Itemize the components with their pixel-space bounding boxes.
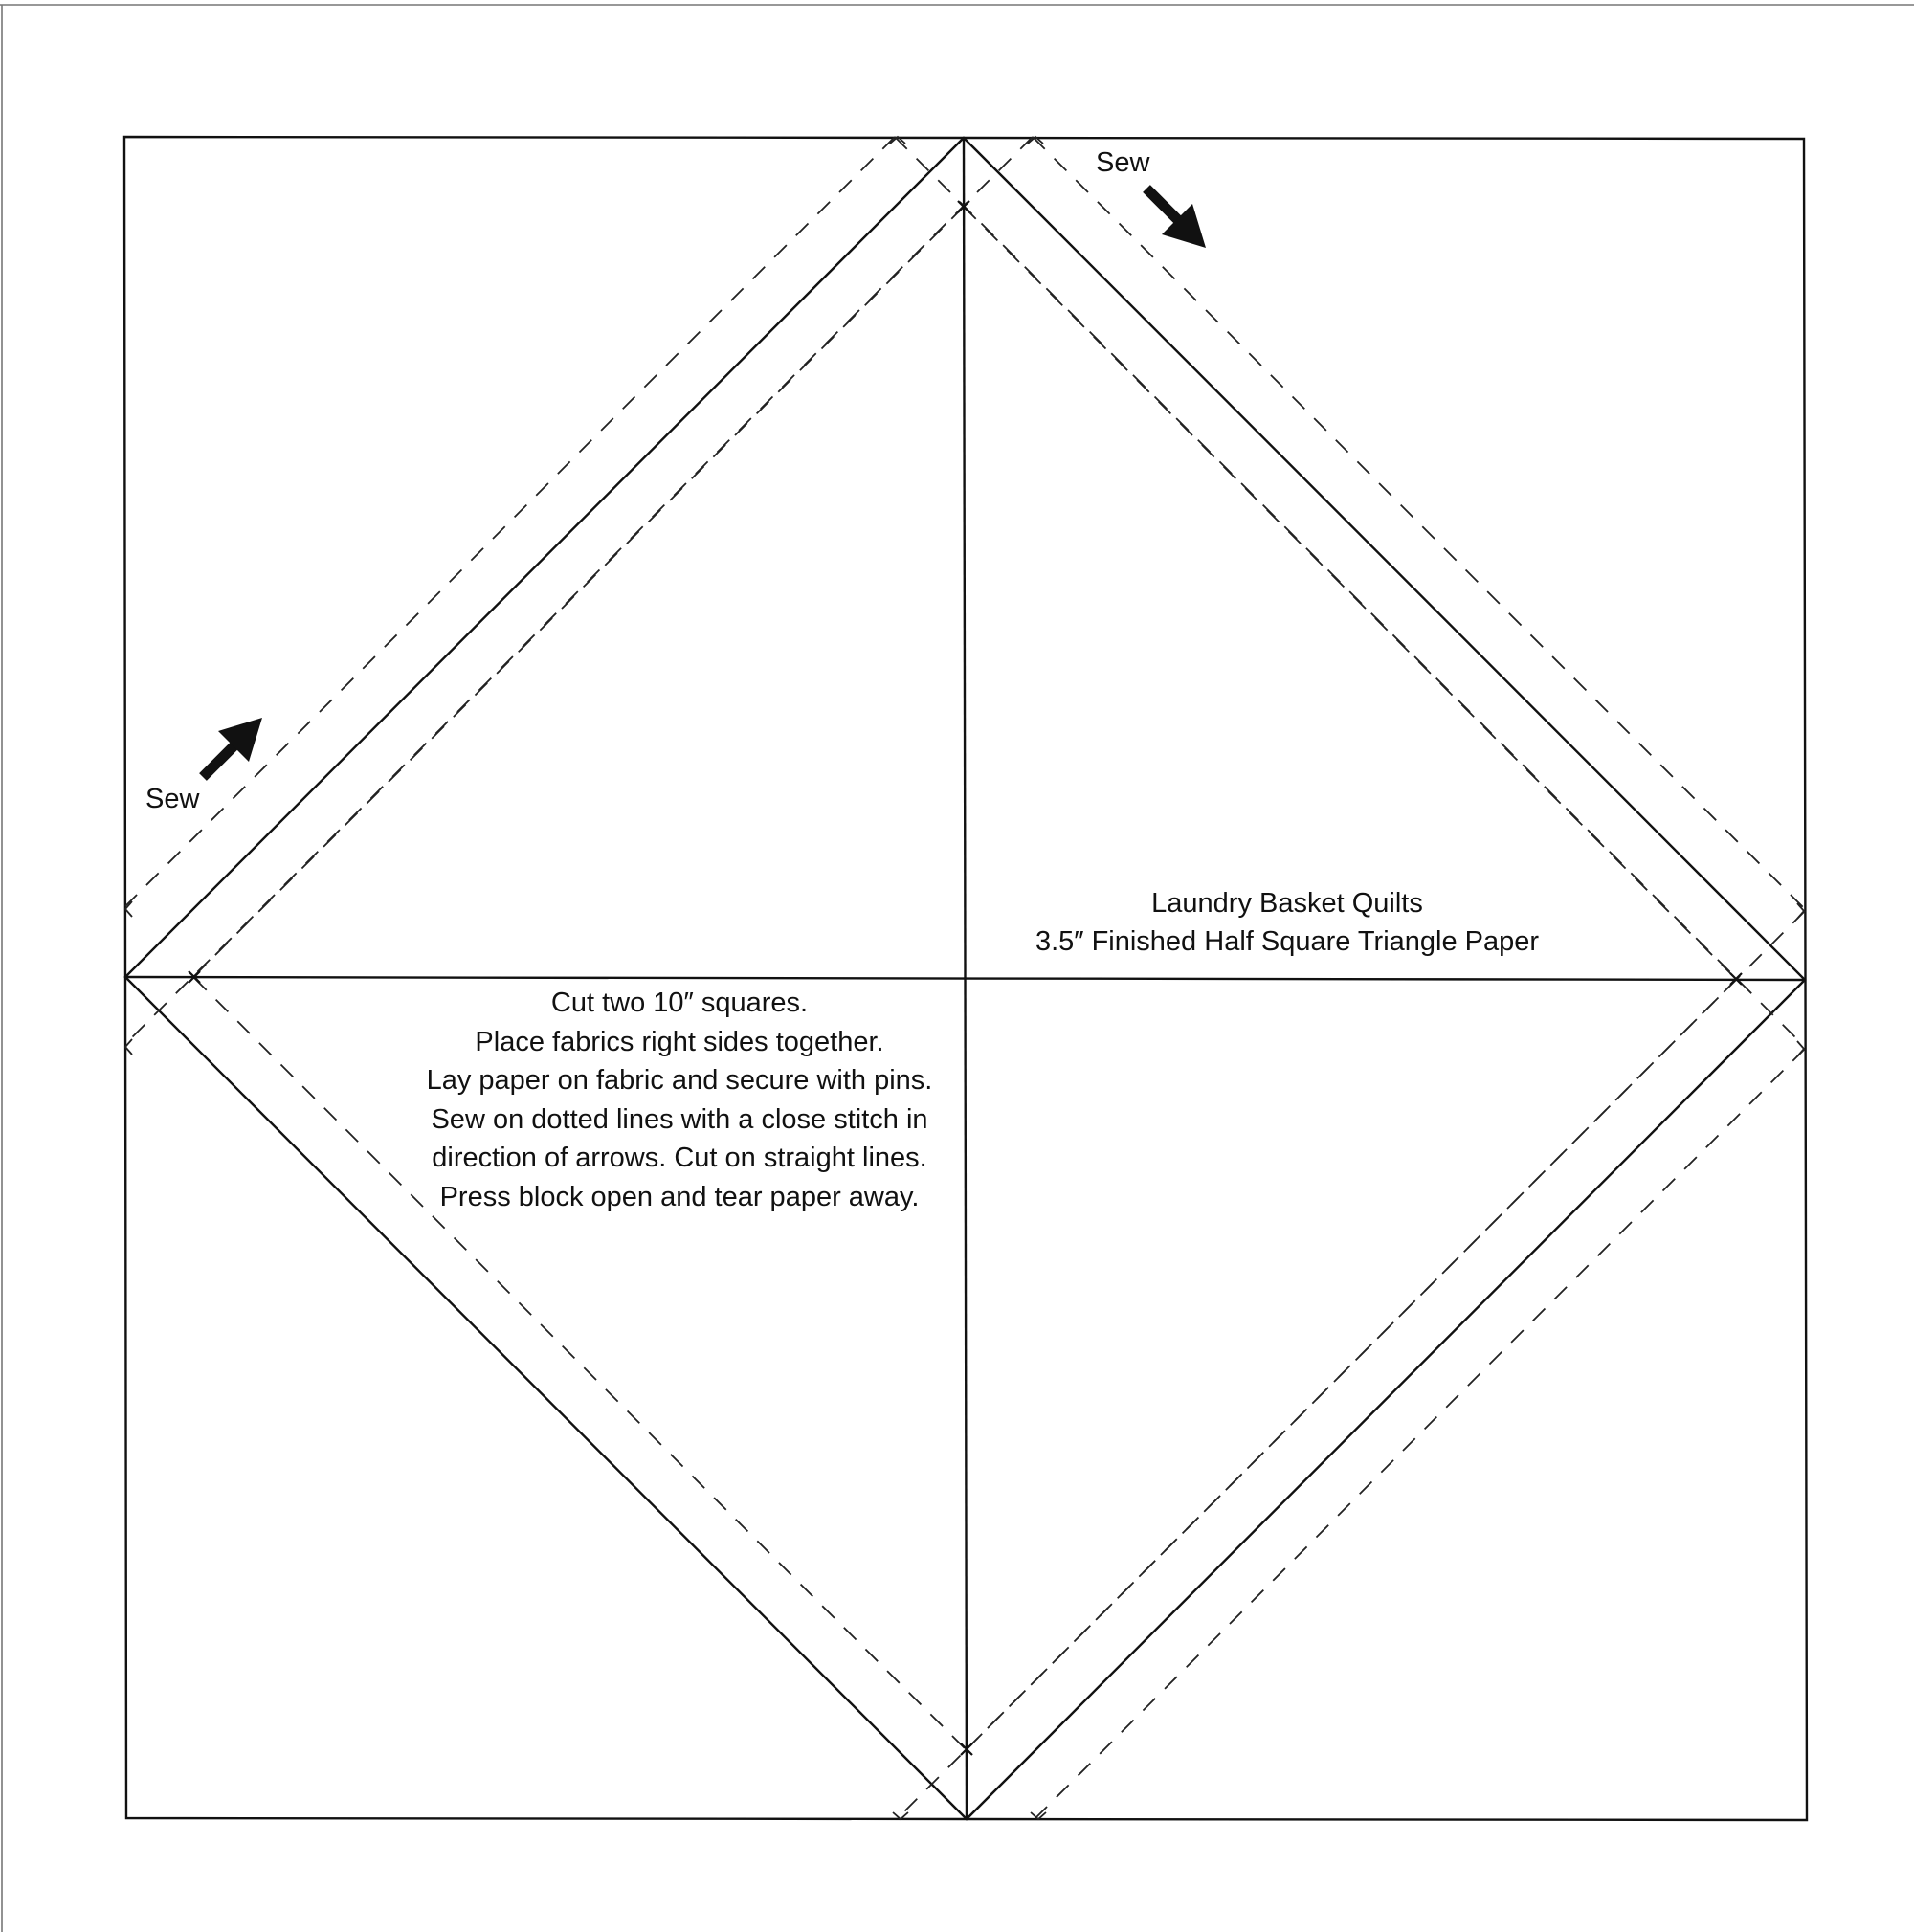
horizontal-cut-line	[125, 977, 1805, 980]
instruction-line: Cut two 10″ squares.	[550, 988, 809, 1018]
instruction-line: direction of arrows. Cut on straight lines.	[432, 1143, 927, 1173]
sew-line-top-left-outer	[125, 137, 895, 906]
sew-line-top-right-outer2	[1033, 137, 1804, 908]
sew-line-top-left-inner	[194, 207, 964, 976]
arrow-down-right-icon	[1146, 189, 1206, 248]
instruction-line: Press block open and tear paper away.	[439, 1181, 920, 1212]
sew-line-bottom-right-outer	[1035, 1049, 1805, 1818]
template-title	[990, 884, 1584, 961]
instructions-block	[383, 984, 976, 1216]
sew-label-top: Sew	[1096, 147, 1150, 178]
instruction-line: Sew on dotted lines with a close stitch in	[431, 1103, 928, 1135]
arrow-up-right-icon	[203, 718, 262, 777]
brand-name: Laundry Basket Quilts	[1151, 888, 1423, 919]
instruction-line: Place fabrics right sides together.	[475, 1026, 884, 1057]
sew-label-left: Sew	[145, 784, 200, 814]
instruction-line: Lay paper on fabric and secure with pins.	[426, 1065, 933, 1096]
template-subtitle: 3.5″ Finished Half Square Triangle Paper	[1035, 926, 1540, 957]
